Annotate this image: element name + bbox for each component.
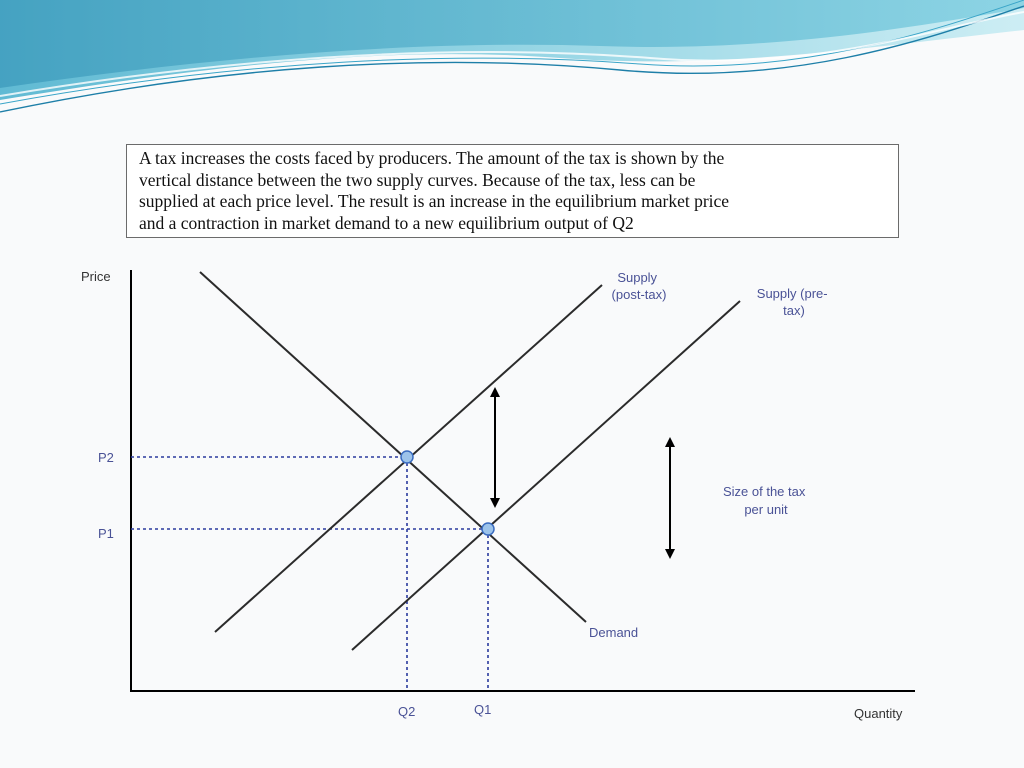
q1-label: Q1	[474, 702, 492, 717]
supply-pre-tax-label: Supply (pre- tax)	[756, 286, 828, 318]
equilibrium-point-post-tax	[401, 451, 413, 463]
caption-line: vertical distance between the two supply curves. Because of the tax, less can be	[139, 169, 696, 190]
caption-line: A tax increases the costs faced by producers. The amount of the tax is shown by the	[139, 148, 725, 168]
supply-pre-tax-curve	[352, 301, 740, 650]
x-axis-label: Quantity	[854, 706, 903, 721]
demand-curve	[200, 272, 586, 622]
caption-line: and a contraction in market demand to a new equilibrium output of Q2	[139, 212, 634, 233]
supply-post-tax-label: Supply (post-tax)	[611, 270, 667, 302]
p2-label: P2	[98, 450, 114, 465]
equilibrium-point-pre-tax	[482, 523, 494, 535]
q2-label: Q2	[398, 704, 416, 719]
y-axis-label: Price	[81, 269, 111, 284]
p1-label: P1	[98, 526, 114, 541]
tax-size-label: Size of the tax per unit	[722, 484, 806, 517]
demand-label: Demand	[589, 625, 639, 640]
caption-line: supplied at each price level. The result is an increase in the equilibrium market price	[139, 191, 730, 211]
